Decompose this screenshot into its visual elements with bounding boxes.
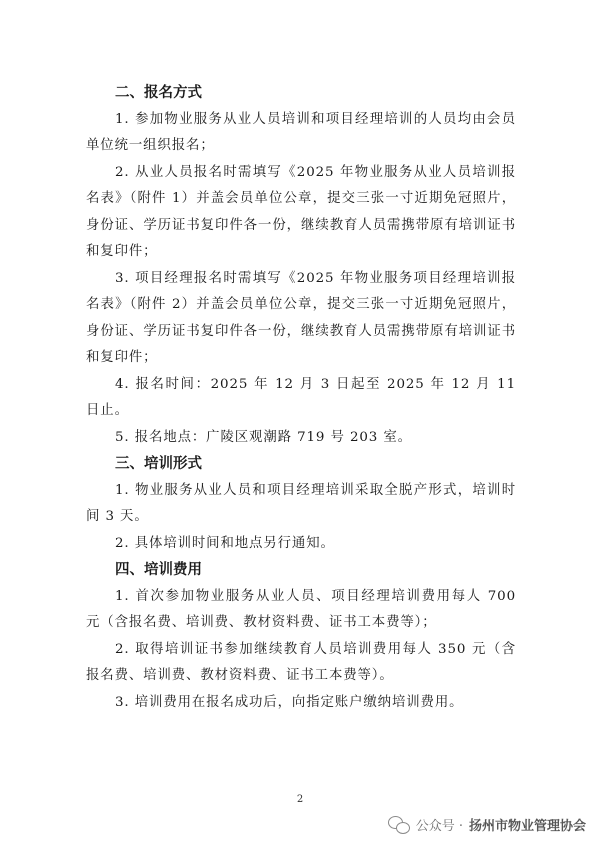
paragraph: 1. 参加物业服务从业人员培训和项目经理培训的人员均由会员单位统一组织报名； xyxy=(86,111,516,153)
paragraph: 2. 取得培训证书参加继续教育人员培训费用每人 350 元（含报名费、培训费、教材资料费、证书工本费等）。 xyxy=(86,641,516,683)
section-heading-training-format: 三、培训形式 xyxy=(115,456,202,472)
paragraph: 1. 首次参加物业服务从业人员、项目经理培训费用每人 700 元（含报名费、培训费、教材资料费、证书工本费等）； xyxy=(86,588,516,630)
watermark-prefix: 公众号 · xyxy=(415,819,463,834)
watermark-account-name: 扬州市物业管理协会 xyxy=(468,819,586,834)
section-heading-registration: 二、报名方式 xyxy=(115,85,202,101)
paragraph: 4. 报名时间：2025 年 12 月 3 日起至 2025 年 12 月 11 日止。 xyxy=(86,376,516,418)
paragraph: 2. 从业人员报名时需填写《2025 年物业服务从业人员培训报名表》（附件 1）并盖会员单位公章，提交三张一寸近期免冠照片，身份证、学历证书复印件各一份，继续教育人员需携带原有培训证书和复印件； xyxy=(86,164,516,259)
paragraph: 3. 项目经理报名时需填写《2025 年物业服务项目经理培训报名表》（附件 2）并盖会员单位公章，提交三张一寸近期免冠照片，身份证、学历证书复印件各一份，继续教育人员需携带原有培训证书和复印件； xyxy=(86,270,516,365)
paragraph: 1. 物业服务从业人员和项目经理培训采取全脱产形式，培训时间 3 天。 xyxy=(86,482,516,524)
paragraph: 5. 报名地点：广陵区观潮路 719 号 203 室。 xyxy=(115,429,412,445)
wechat-watermark xyxy=(388,815,586,834)
section-heading-training-fees: 四、培训费用 xyxy=(115,562,202,578)
wechat-icon xyxy=(388,816,410,834)
page-number: 2 xyxy=(296,794,304,805)
paragraph: 2. 具体培训时间和地点另行通知。 xyxy=(115,535,335,551)
document-body xyxy=(86,80,516,716)
paragraph: 3. 培训费用在报名成功后，向指定账户缴纳培训费用。 xyxy=(115,694,464,710)
